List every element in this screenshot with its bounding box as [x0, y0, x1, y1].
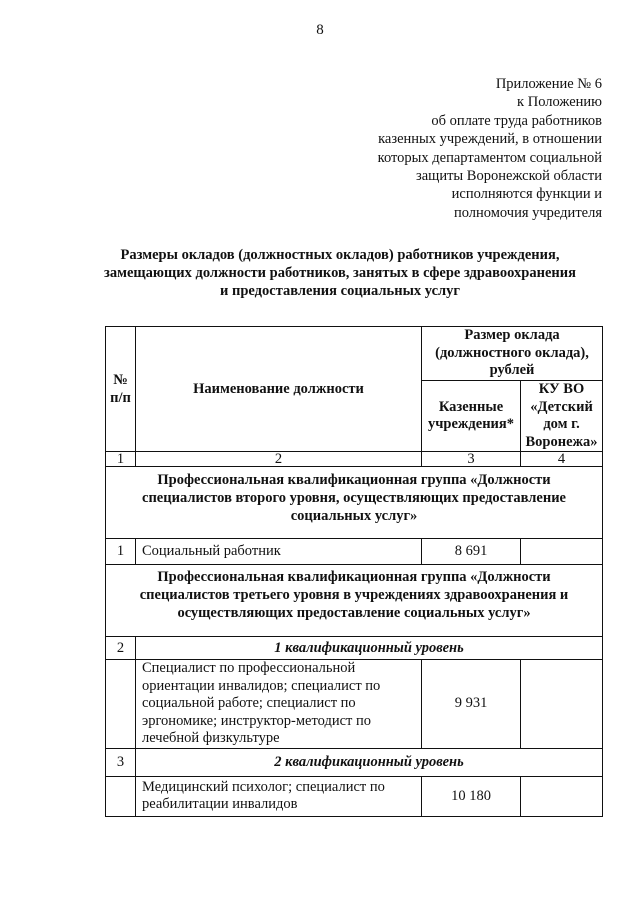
table-row — [106, 539, 603, 565]
page-number: 8 — [316, 22, 324, 38]
document-title — [100, 246, 580, 300]
row-num — [106, 776, 136, 816]
header-num: № п/п — [106, 327, 136, 452]
row-num: 2 — [106, 637, 136, 660]
row-num — [106, 660, 136, 749]
row-name: Специалист по профессиональной ориентации инвалидов; специалист по социальной работе; специалист по эргономике; инструктор-методист по лечебной физкультуре — [136, 660, 422, 749]
header-col3: Казенные учреждения* — [422, 381, 521, 452]
appendix-line: исполняются функции и — [451, 186, 602, 203]
row-val3: 9 931 — [422, 660, 521, 749]
row-name: Медицинский психолог; специалист по реабилитации инвалидов — [136, 776, 422, 816]
appendix-line: к Положению — [517, 94, 602, 111]
row-val3: 10 180 — [422, 776, 521, 816]
level-header: 2 квалификационный уровень — [136, 748, 603, 776]
row-val4 — [521, 660, 603, 749]
group-row — [106, 565, 603, 637]
table-row — [106, 660, 603, 749]
appendix-line: об оплате труда работников — [431, 112, 602, 129]
group-header: Профессиональная квалификационная группа «Должности специалистов третьего уровня в учреждениях здравоохранения и осуществляющих предоставление социальных услуг» — [106, 565, 603, 637]
appendix-note — [322, 75, 602, 222]
column-number-row — [106, 452, 603, 467]
title-line: и предоставления социальных услуг — [220, 283, 460, 299]
row-val3: 8 691 — [422, 539, 521, 565]
level-header: 1 квалификационный уровень — [136, 637, 603, 660]
table-row — [106, 776, 603, 816]
level-row — [106, 748, 603, 776]
group-row — [106, 467, 603, 539]
appendix-line: защиты Воронежской области — [415, 168, 602, 185]
col-number: 1 — [106, 452, 136, 467]
header-name: Наименование должности — [136, 327, 422, 452]
appendix-line: которых департаментом социальной — [377, 149, 602, 166]
title-line: замещающих должности работников, занятых в сфере здравоохранения — [104, 265, 576, 281]
col-number: 2 — [136, 452, 422, 467]
row-num: 1 — [106, 539, 136, 565]
header-col4: КУ ВО «Детский дом г. Воронежа» — [521, 381, 603, 452]
group-header: Профессиональная квалификационная группа «Должности специалистов второго уровня, осуществляющих предоставление социальных услуг» — [106, 467, 603, 539]
row-name: Социальный работник — [136, 539, 422, 565]
level-row — [106, 637, 603, 660]
col-number: 4 — [521, 452, 603, 467]
row-val4 — [521, 776, 603, 816]
title-line: Размеры окладов (должностных окладов) работников учреждения, — [120, 247, 560, 263]
col-number: 3 — [422, 452, 521, 467]
header-row — [106, 327, 603, 381]
row-val4 — [521, 539, 603, 565]
row-num: 3 — [106, 748, 136, 776]
header-salary: Размер оклада (должностного оклада), рублей — [422, 327, 603, 381]
appendix-line: Приложение № 6 — [495, 76, 602, 92]
salary-table — [105, 326, 603, 817]
appendix-line: казенных учреждений, в отношении — [378, 131, 602, 148]
appendix-line: полномочия учредителя — [453, 204, 602, 221]
